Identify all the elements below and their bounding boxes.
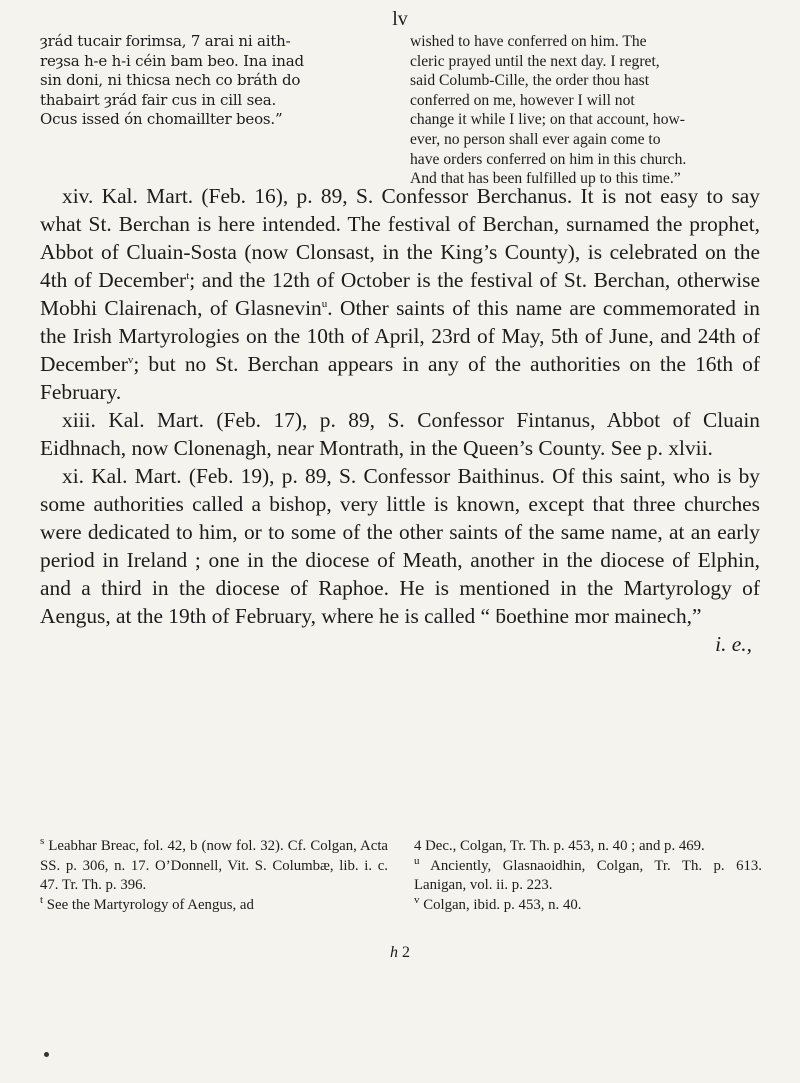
footnote-ref: u [321,297,328,310]
paragraph-fintanus [40,406,760,462]
footnote-text: 4 Dec., Colgan, Tr. Th. p. 453, n. 40 ; and p. 469. [414,838,705,854]
main-body-text [40,182,760,658]
paragraph-segment: xiii. Kal. Mart. (Feb. 17), p. 89, S. Confessor Fintanus, Abbot of Cluain Eidhnach, now Clonenagh, near Montrath, in the Queen’s County. See p. xlvii. [40,408,760,460]
footnotes-right [414,837,762,915]
footnote-text: Anciently, Glasnaoidhin, Colgan, Tr. Th. p. 613. Lanigan, vol. ii. p. 223. [414,857,762,894]
paragraph-segment: ; and the 12th of October is the festival of St. Berchan, otherwise Mobhi Clairenach, of Glasnevin [40,268,760,320]
footnote-text: Colgan, ibid. p. 453, n. 40. [423,896,582,913]
english-line: cleric prayed until the next day. I regret, [410,52,660,70]
footnote-mark: u [414,854,420,867]
ink-speck [44,1052,49,1057]
english-line: conferred on me, however I will not [410,91,635,109]
footnote-text: Leabhar Breac, fol. 42, b (now fol. 32). Cf. Colgan, Acta SS. p. 306, n. 17. O’Donnell, Vit. S. Columbæ, lib. i. c. 47. Tr. Th. p. 396. [40,838,388,894]
page-number: lv [392,8,408,30]
english-line: ever, no person shall ever again come to [410,130,661,148]
irish-line: reȝsa h-e h-i céin bam beo. Ina inad [40,51,304,70]
english-line: said Columb-Cille, the order thou hast [410,72,650,90]
english-translation-column [410,32,740,189]
footnote [40,893,388,916]
footnotes-left [40,837,388,915]
continuation-catchword: i. e., [715,632,752,656]
footnote [414,854,762,896]
footnote [40,837,388,896]
paragraph-baithinus [40,462,760,630]
signature-letter: h [390,944,398,961]
footnote [414,893,762,916]
footnote-ref: v [127,353,134,366]
irish-line: sin doni, ni thicsa nech co bráth do [40,71,301,90]
signature-mark [0,944,800,962]
english-line: wished to have conferred on him. The [410,33,647,50]
paragraph-segment: xi. Kal. Mart. (Feb. 19), p. 89, S. Confessor Baithinus. Of this saint, who is by some authorities called a bishop, very little is known, except that three churches were dedicated to him, or to some of the other saints of the same name, at an early period in Ireland ; one in the diocese of Meath, another in the diocese of Elphin, and a third in the diocese of Raphoe. He is mentioned in the Martyrology of Aengus, at the 19th of February, where he is called “ ƃoethine mor mainech,” [40,464,760,628]
irish-line: ȝrád tucair forimsa, 7 arai ni aith- [40,32,291,50]
english-line: And that has been fulfilled up to this time.” [410,170,681,188]
paragraph-berchanus [40,182,760,406]
english-line: change it while I live; on that account, how- [410,111,685,129]
paragraph-segment: ; but no St. Berchan appears in any of the authorities on the 16th of February. [40,352,760,404]
footnote-ref: t [186,269,190,282]
footnote [414,837,762,857]
signature-number: 2 [402,944,410,961]
irish-text-column [40,32,370,130]
paragraph-segment: . Other saints of this name are commemorated in the Irish Martyrologies on the 10th of April, 23rd of May, 5th of June, and 24th of December [40,296,760,376]
paragraph-segment: xiv. Kal. Mart. (Feb. 16), p. 89, S. Confessor Berchanus. It is not easy to say what St. Berchan is here intended. The festival of Berchan, surnamed the prophet, Abbot of Cluain-Sosta (now Clonsast, in the King’s County), is celebrated on the 4th of December [40,184,760,292]
footnote-text: See the Martyrology of Aengus, ad [46,896,254,913]
irish-line: thabairt ȝrád fair cus in cill sea. [40,90,277,109]
irish-line: Ocus issed ón chomaillter beos.” [40,110,283,129]
english-line: have orders conferred on him in this church. [410,150,687,168]
footnote-mark: t [40,893,44,906]
footnote-mark: v [414,893,420,906]
footnote-mark: s [40,835,45,848]
